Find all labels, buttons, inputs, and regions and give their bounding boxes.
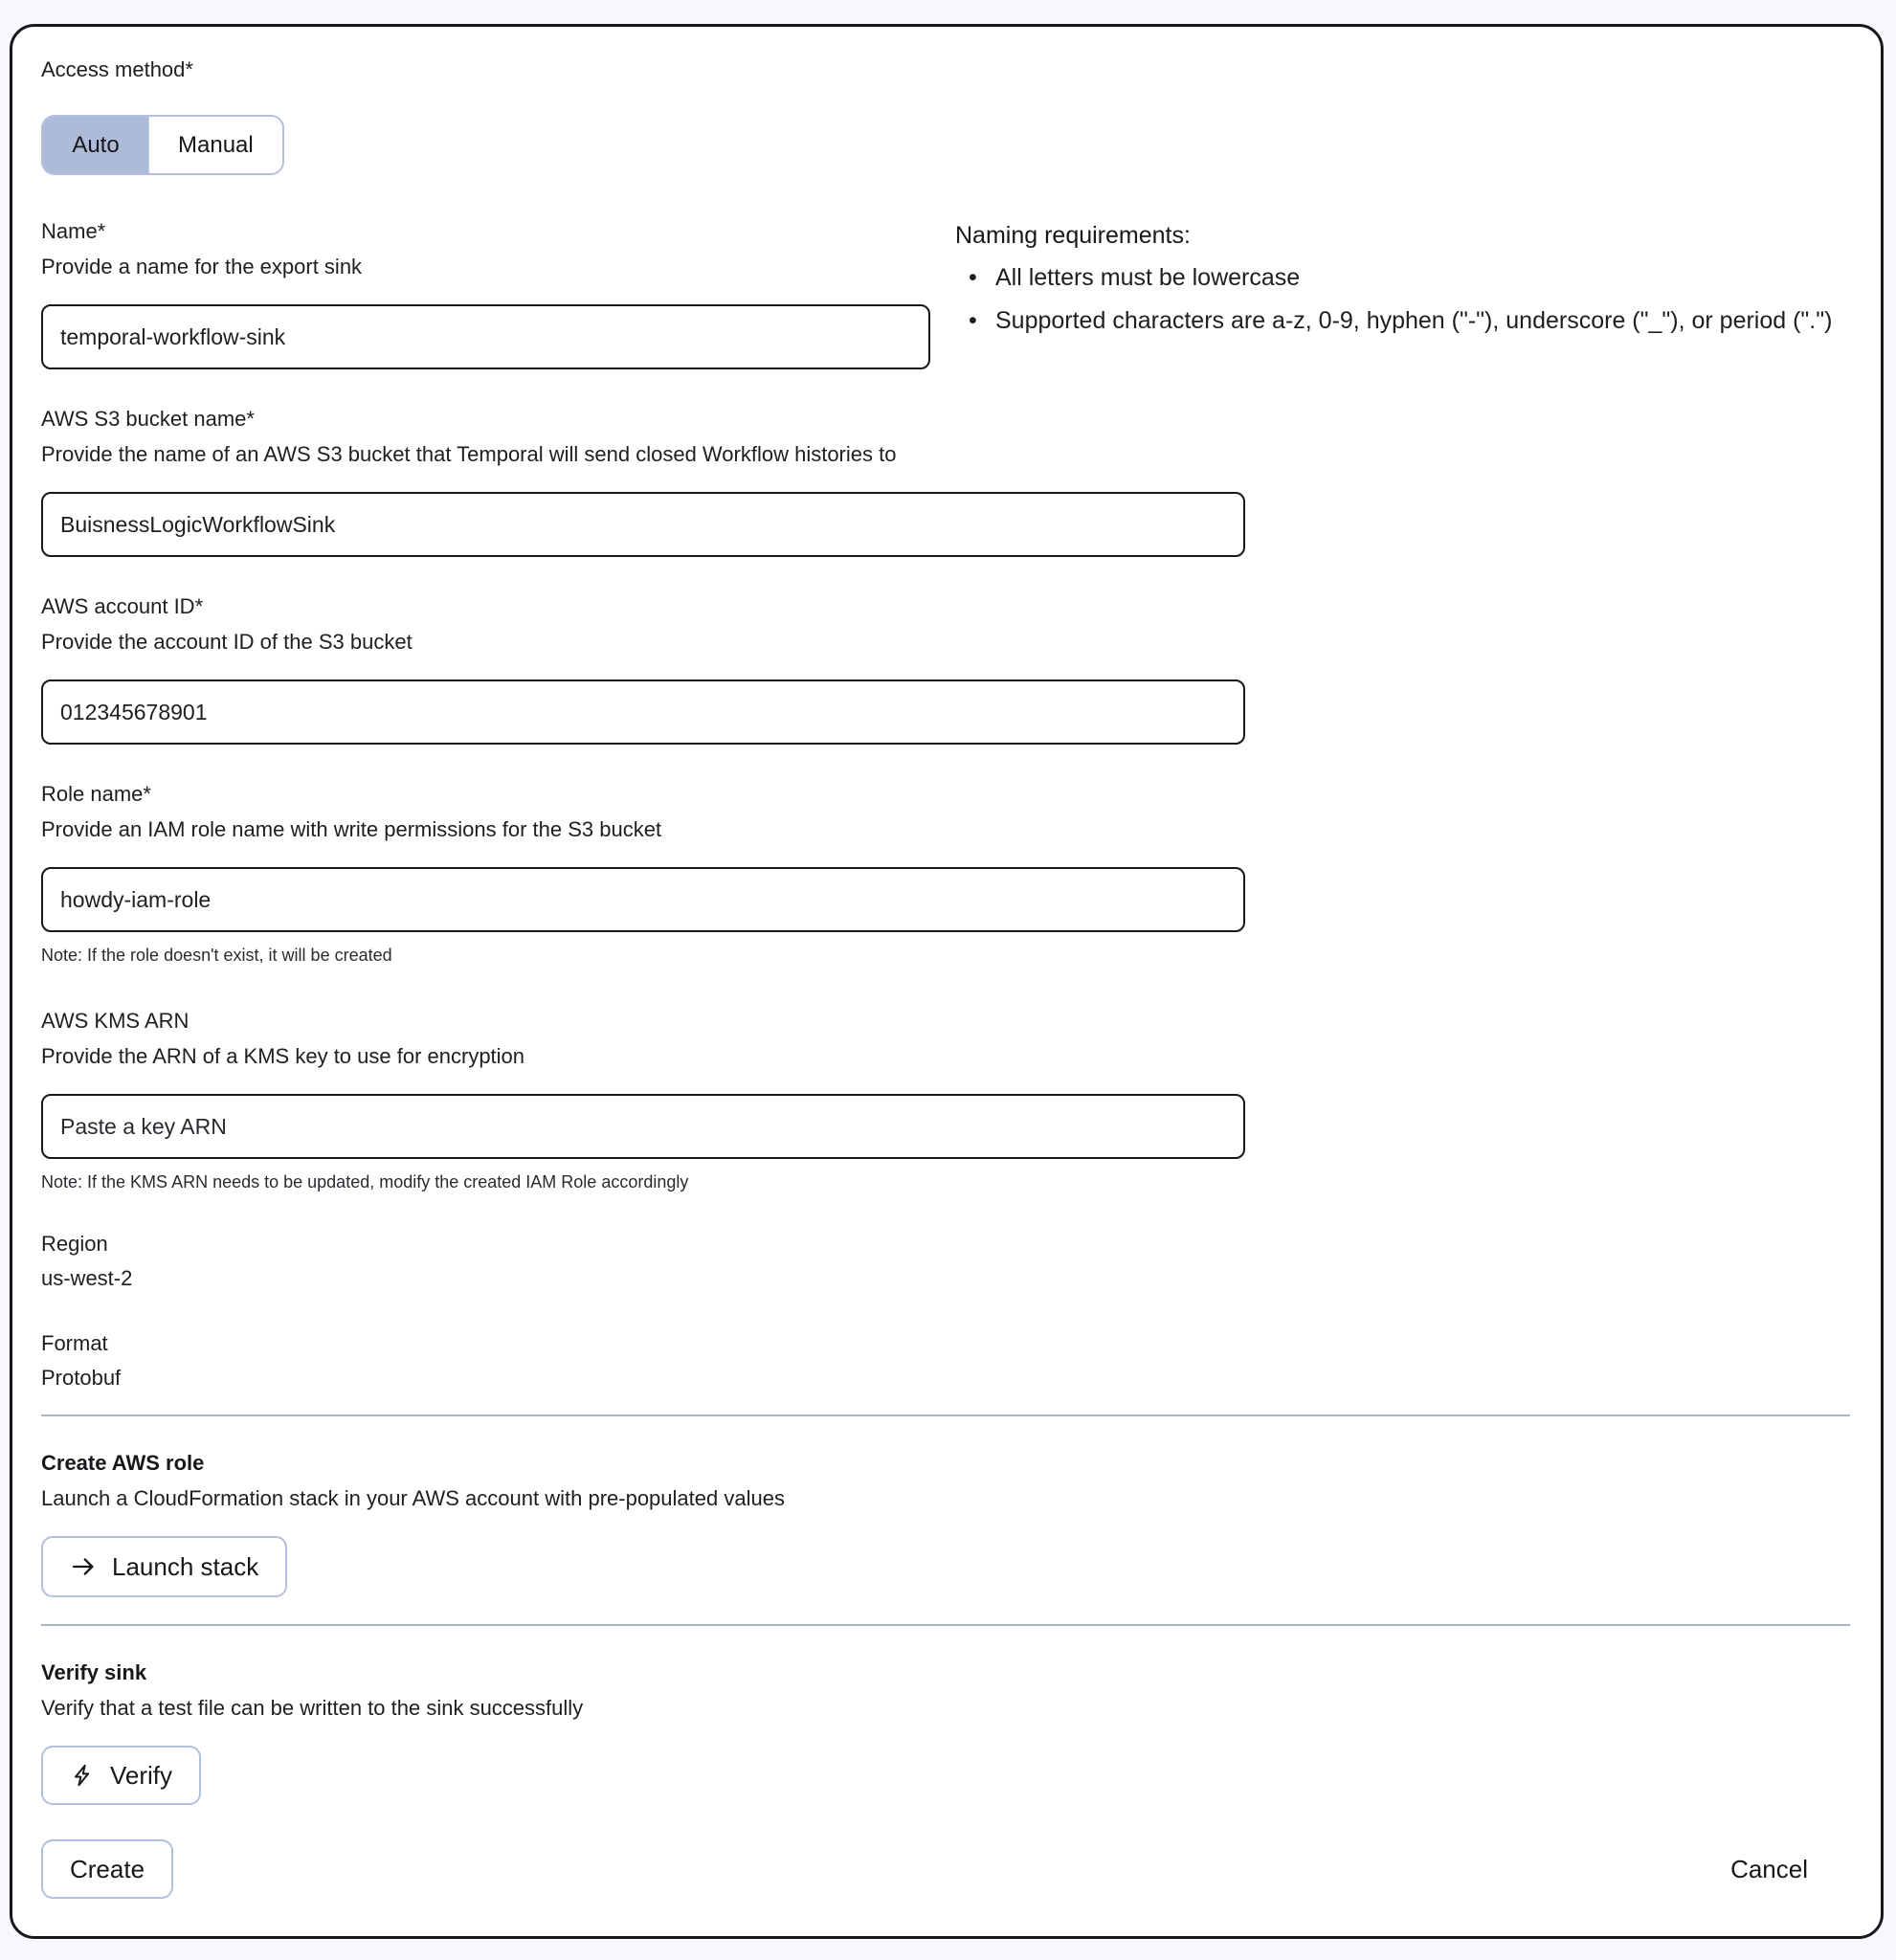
format-value: Protobuf [41,1366,122,1390]
role-name-field [41,780,1850,967]
role-name-input[interactable] [41,867,1245,932]
s3-bucket-label: AWS S3 bucket name* [41,407,255,431]
account-id-label: AWS account ID* [41,594,204,618]
kms-arn-input[interactable] [41,1094,1245,1159]
create-aws-role-description: Launch a CloudFormation stack in your AWS account with pre-populated values [41,1486,785,1510]
export-sink-form-card [10,24,1884,1939]
region-label: Region [41,1232,108,1256]
verify-sink-description: Verify that a test file can be written to the sink successfully [41,1696,584,1720]
account-id-field [41,592,1850,745]
launch-stack-button-label: Launch stack [112,1551,259,1581]
role-name-description: Provide an IAM role name with write permissions for the S3 bucket [41,817,662,841]
s3-bucket-description: Provide the name of an AWS S3 bucket that Temporal will send closed Workflow histories to [41,442,897,466]
kms-arn-description: Provide the ARN of a KMS key to use for encryption [41,1044,525,1068]
kms-arn-field [41,1007,1850,1193]
name-input[interactable] [41,304,930,369]
account-id-description: Provide the account ID of the S3 bucket [41,630,413,654]
format-block [41,1329,1850,1392]
verify-button-label: Verify [110,1760,173,1790]
naming-requirement-item: • All letters must be lowercase [955,259,1845,297]
name-label: Name* [41,219,106,243]
access-method-option-auto[interactable]: Auto [43,117,148,173]
kms-arn-note: Note: If the KMS ARN needs to be updated, modify the created IAM Role accordingly [41,1172,689,1192]
section-divider [41,1414,1850,1416]
access-method-option-manual[interactable]: Manual [148,117,282,173]
role-name-note: Note: If the role doesn't exist, it will be created [41,946,392,965]
form-actions [41,1839,1850,1899]
access-method-toggle [41,115,284,175]
naming-requirements-list [955,259,1845,340]
cancel-button[interactable]: Cancel [1730,1854,1808,1883]
lightning-bolt-icon [70,1763,95,1788]
region-block [41,1230,1850,1293]
naming-requirements [955,217,1845,369]
format-label: Format [41,1331,108,1355]
verify-button[interactable] [41,1746,201,1805]
arrow-right-icon [70,1553,97,1580]
section-divider [41,1624,1850,1626]
s3-bucket-field [41,405,1850,557]
naming-requirements-title: Naming requirements: [955,222,1191,249]
verify-sink-title: Verify sink [41,1660,147,1684]
launch-stack-button[interactable] [41,1536,287,1597]
s3-bucket-input[interactable] [41,492,1245,557]
create-button[interactable]: Create [41,1839,173,1899]
naming-requirement-item: • Supported characters are a-z, 0-9, hyphen ("-"), underscore ("_"), or period (".") [955,302,1845,340]
kms-arn-label: AWS KMS ARN [41,1009,190,1033]
name-description: Provide a name for the export sink [41,255,363,278]
region-value: us-west-2 [41,1266,133,1290]
create-aws-role-title: Create AWS role [41,1451,205,1475]
access-method-label: Access method* [41,57,193,81]
account-id-input[interactable] [41,679,1245,745]
role-name-label: Role name* [41,782,151,806]
